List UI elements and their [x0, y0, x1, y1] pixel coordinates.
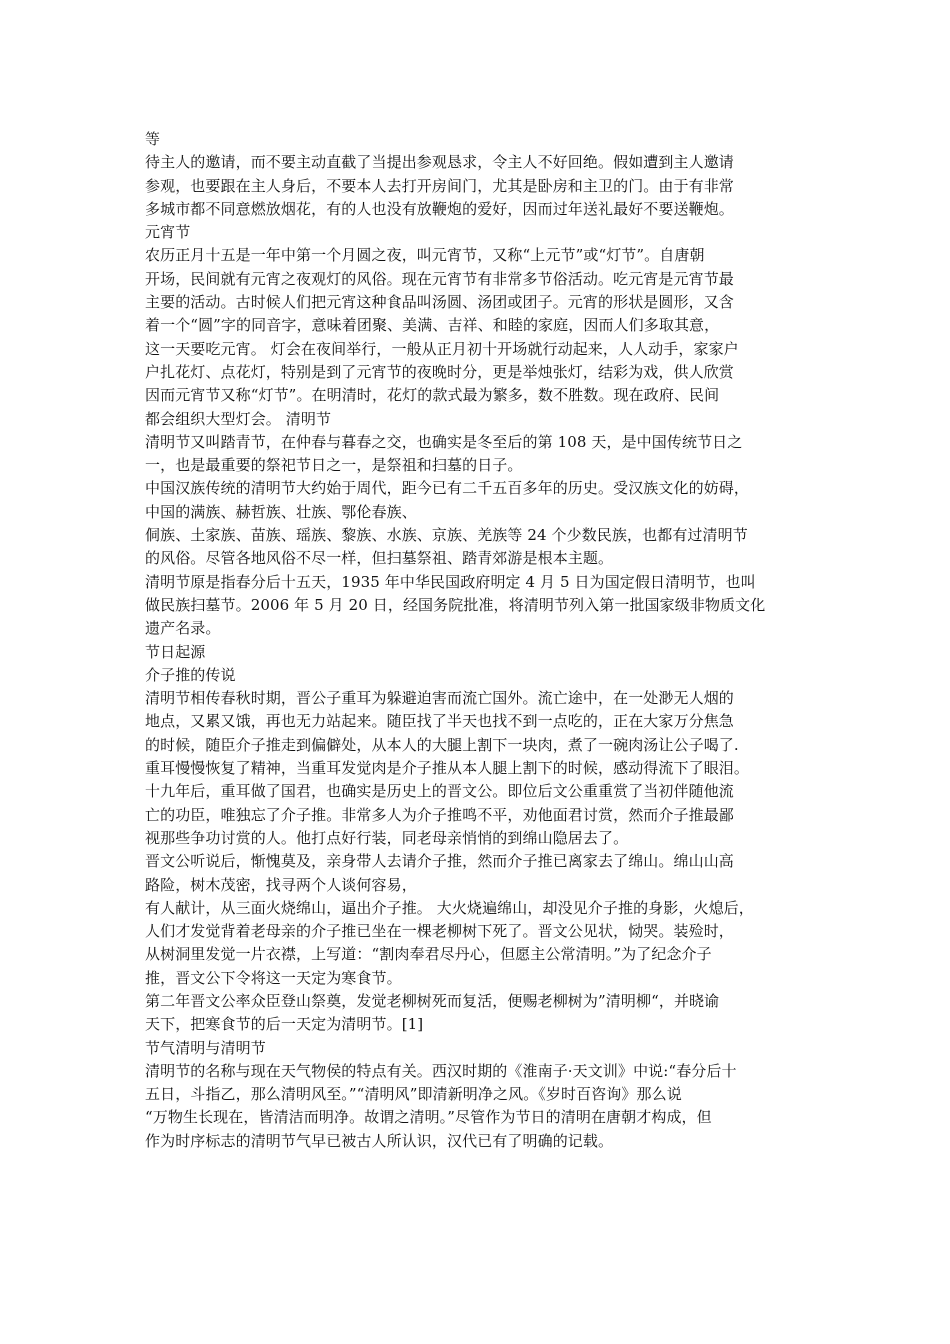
text-line: 做民族扫墓节。2006 年 5 月 20 日，经国务院批准，将清明节列入第一批国家级非物质文化: [145, 595, 766, 614]
text-line: “万物生长现在，皆清洁而明净。故谓之清明。”尽管作为节日的清明在唐朝才构成，但: [145, 1108, 712, 1127]
text-line: 视那些争功讨赏的人。他打点好行装，同老母亲悄悄的到绵山隐居去了。: [145, 828, 629, 847]
text-line: 清明节原是指春分后十五天，1935 年中华民国政府明定 4 月 5 日为国定假日清明节，也叫: [145, 572, 756, 591]
text-line: 有人献计，从三面火烧绵山，逼出介子推。 大火烧遍绵山，却没见介子推的身影，火熄后，: [145, 898, 754, 917]
text-line: 人们才发觉背着老母亲的介子推已坐在一棵老柳树下死了。晋文公见状，恸哭。装殓时，: [145, 922, 734, 941]
text-line: 农历正月十五是一年中第一个月圆之夜，叫元宵节，又称“上元节”或“灯节”。自唐朝: [145, 246, 705, 265]
text-line: 重耳慢慢恢复了精神，当重耳发觉肉是介子推从本人腿上割下的时候，感动得流下了眼泪。: [145, 759, 750, 778]
text-line: 地点，又累又饿，再也无力站起来。随臣找了半天也找不到一点吃的，正在大家万分焦急: [145, 712, 734, 731]
text-line: 待主人的邀请，而不要主动直截了当提出参观恳求，令主人不好回绝。假如遭到主人邀请: [145, 153, 734, 172]
text-line: 亡的功臣，唯独忘了介子推。非常多人为介子推鸣不平，劝他面君讨赏，然而介子推最鄙: [145, 805, 734, 824]
text-line: 清明节相传春秋时期，晋公子重耳为躲避迫害而流亡国外。流亡途中，在一处渺无人烟的: [145, 689, 734, 708]
text-line: 晋文公听说后，惭愧莫及，亲身带人去请介子推，然而介子推已离家去了绵山。绵山山高: [145, 852, 734, 871]
text-line: 五日，斗指乙，那么清明风至。”“清明风”即清新明净之风。《岁时百咨询》那么说: [145, 1085, 682, 1104]
section-heading: 节气清明与清明节: [145, 1038, 266, 1057]
section-heading: 介子推的传说: [145, 665, 236, 684]
section-heading: 节日起源: [145, 642, 206, 661]
text-line: 从树洞里发觉一片衣襟，上写道：“割肉奉君尽丹心，但愿主公常清明。”为了纪念介子: [145, 945, 712, 964]
text-line: 都会组织大型灯会。 清明节: [145, 409, 332, 428]
text-line: 天下，把寒食节的后一天定为清明节。[1]: [145, 1015, 424, 1034]
text-line: 推，晋文公下令将这一天定为寒食节。: [145, 968, 402, 987]
text-line: 第二年晋文公率众臣登山祭奠，发觉老柳树死而复活，便赐老柳树为”清明柳“，并晓谕: [145, 991, 720, 1010]
text-line: 的时候，随臣介子推走到偏僻处，从本人的大腿上割下一块肉，煮了一碗肉汤让公子喝了.: [145, 735, 739, 754]
text-line: 清明节又叫踏青节，在仲春与暮春之交，也确实是冬至后的第 108 天，是中国传统节日之: [145, 432, 743, 451]
text-line: 多城市都不同意燃放烟花，有的人也没有放鞭炮的爱好，因而过年送礼最好不要送鞭炮。: [145, 199, 734, 218]
text-line: 中国汉族传统的清明节大约始于周代，距今已有二千五百多年的历史。受汉族文化的妨碍，: [145, 479, 750, 498]
text-line: 参观，也要跟在主人身后，不要本人去打开房间门，尤其是卧房和主卫的门。由于有非常: [145, 176, 734, 195]
text-line: 等: [145, 130, 161, 148]
text-line: 主要的活动。古时候人们把元宵这种食品叫汤圆、汤团或团子。元宵的形状是圆形，又含: [145, 293, 734, 312]
text-line: 作为时序标志的清明节气早已被古人所认识，汉代已有了明确的记载。: [145, 1131, 614, 1150]
document-body: [145, 128, 825, 1153]
text-line: 户扎花灯、点花灯，特别是到了元宵节的夜晚时分，更是举烛张灯，结彩为戏，供人欣赏: [145, 362, 734, 381]
text-line: 因而元宵节又称“灯节”。在明清时，花灯的款式最为繁多，数不胜数。现在政府、民间: [145, 386, 720, 405]
text-line: 着一个“圆”字的同音字，意味着团聚、美满、吉祥、和睦的家庭，因而人们多取其意，: [145, 316, 720, 335]
text-line: 的风俗。尽管各地风俗不尽一样，但扫墓祭祖、踏青郊游是根本主题。: [145, 549, 614, 568]
text-line: 开场，民间就有元宵之夜观灯的风俗。现在元宵节有非常多节俗活动。吃元宵是元宵节最: [145, 269, 734, 288]
text-line: 这一天要吃元宵。 灯会在夜间举行，一般从正月初十开场就行动起来，人人动手，家家户: [145, 339, 739, 358]
text-line: 中国的满族、赫哲族、壮族、鄂伦春族、: [145, 502, 417, 521]
text-line: 路险，树木茂密，找寻两个人谈何容易，: [145, 875, 417, 894]
section-heading: 元宵节: [145, 223, 191, 242]
text-line: 一，也是最重要的祭祀节日之一，是祭祖和扫墓的日子。: [145, 456, 523, 475]
text-line: 清明节的名称与现在天气物侯的特点有关。西汉时期的《淮南子·天文训》中说:“春分后十: [145, 1061, 737, 1080]
text-line: 侗族、土家族、苗族、瑶族、黎族、水族、京族、羌族等 24 个少数民族，也都有过清明节: [145, 526, 748, 545]
text-line: 遗产名录。: [145, 619, 221, 638]
text-line: 十九年后，重耳做了国君，也确实是历史上的晋文公。即位后文公重重赏了当初伴随他流: [145, 782, 734, 801]
